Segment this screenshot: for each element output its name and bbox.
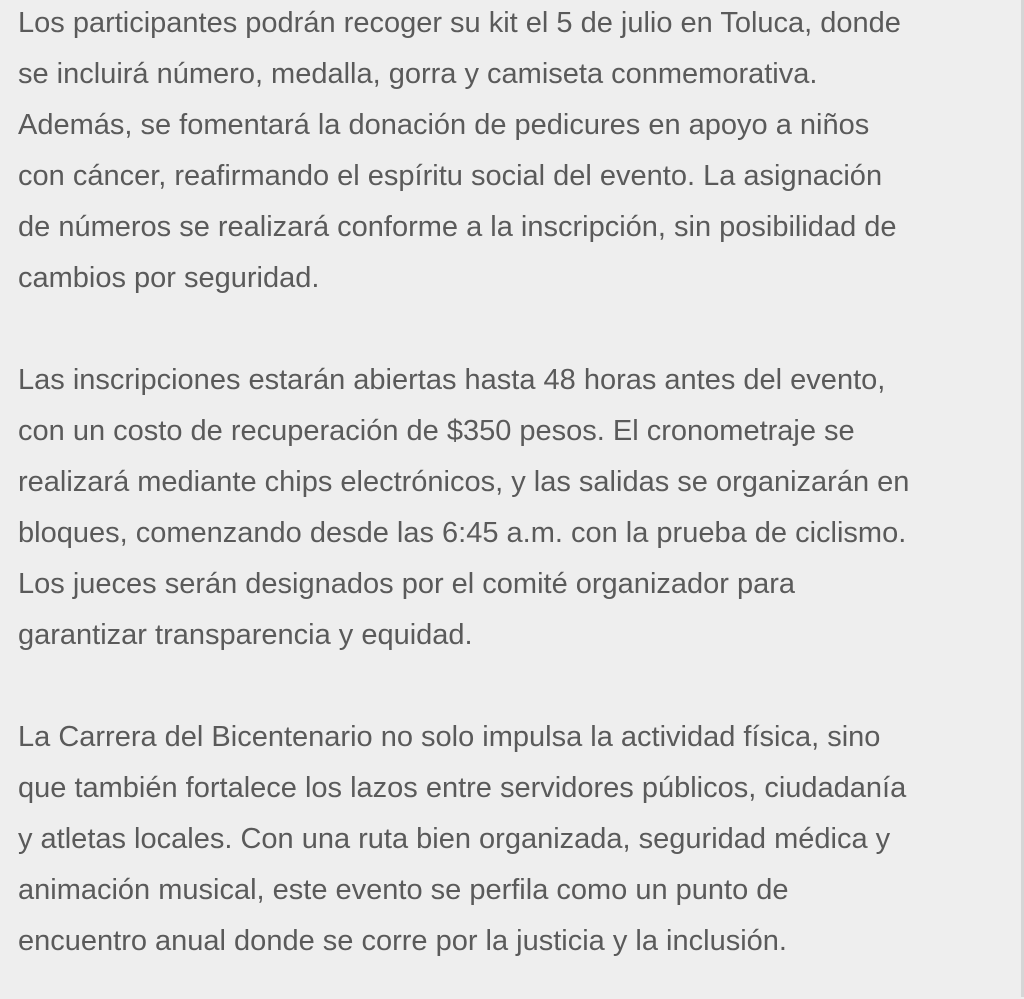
paragraph-line: Las inscripciones estarán abiertas hasta 48 horas antes del evento, <box>18 364 886 396</box>
paragraph-line: con un costo de recuperación de $350 pesos. El cronometraje se <box>18 415 855 447</box>
paragraph-line: Los jueces serán designados por el comité organizador para <box>18 568 796 600</box>
paragraph-line: que también fortalece los lazos entre servidores públicos, ciudadanía <box>18 772 907 804</box>
paragraph-line: cambios por seguridad. <box>18 262 320 294</box>
article-paragraph-2 <box>18 355 1008 661</box>
article-paragraph-3 <box>18 712 1008 967</box>
paragraph-line: con cáncer, reafirmando el espíritu social del evento. La asignación <box>18 160 883 192</box>
paragraph-line: encuentro anual donde se corre por la justicia y la inclusión. <box>18 925 787 957</box>
paragraph-line: Además, se fomentará la donación de pedicures en apoyo a niños <box>18 109 870 141</box>
paragraph-line: de números se realizará conforme a la inscripción, sin posibilidad de <box>18 211 897 243</box>
paragraph-line: animación musical, este evento se perfila como un punto de <box>18 874 789 906</box>
paragraph-line: bloques, comenzando desde las 6:45 a.m. con la prueba de ciclismo. <box>18 517 907 549</box>
paragraph-line: Los participantes podrán recoger su kit el 5 de julio en Toluca, donde <box>18 7 901 39</box>
paragraph-line: realizará mediante chips electrónicos, y las salidas se organizarán en <box>18 466 910 498</box>
paragraph-line: La Carrera del Bicentenario no solo impulsa la actividad física, sino <box>18 721 881 753</box>
paragraph-line: y atletas locales. Con una ruta bien organizada, seguridad médica y <box>18 823 891 855</box>
article-paragraph-1 <box>18 0 1008 304</box>
paragraph-line: garantizar transparencia y equidad. <box>18 619 473 651</box>
article-body <box>18 0 1008 967</box>
paragraph-line: se incluirá número, medalla, gorra y camiseta conmemorativa. <box>18 58 818 90</box>
